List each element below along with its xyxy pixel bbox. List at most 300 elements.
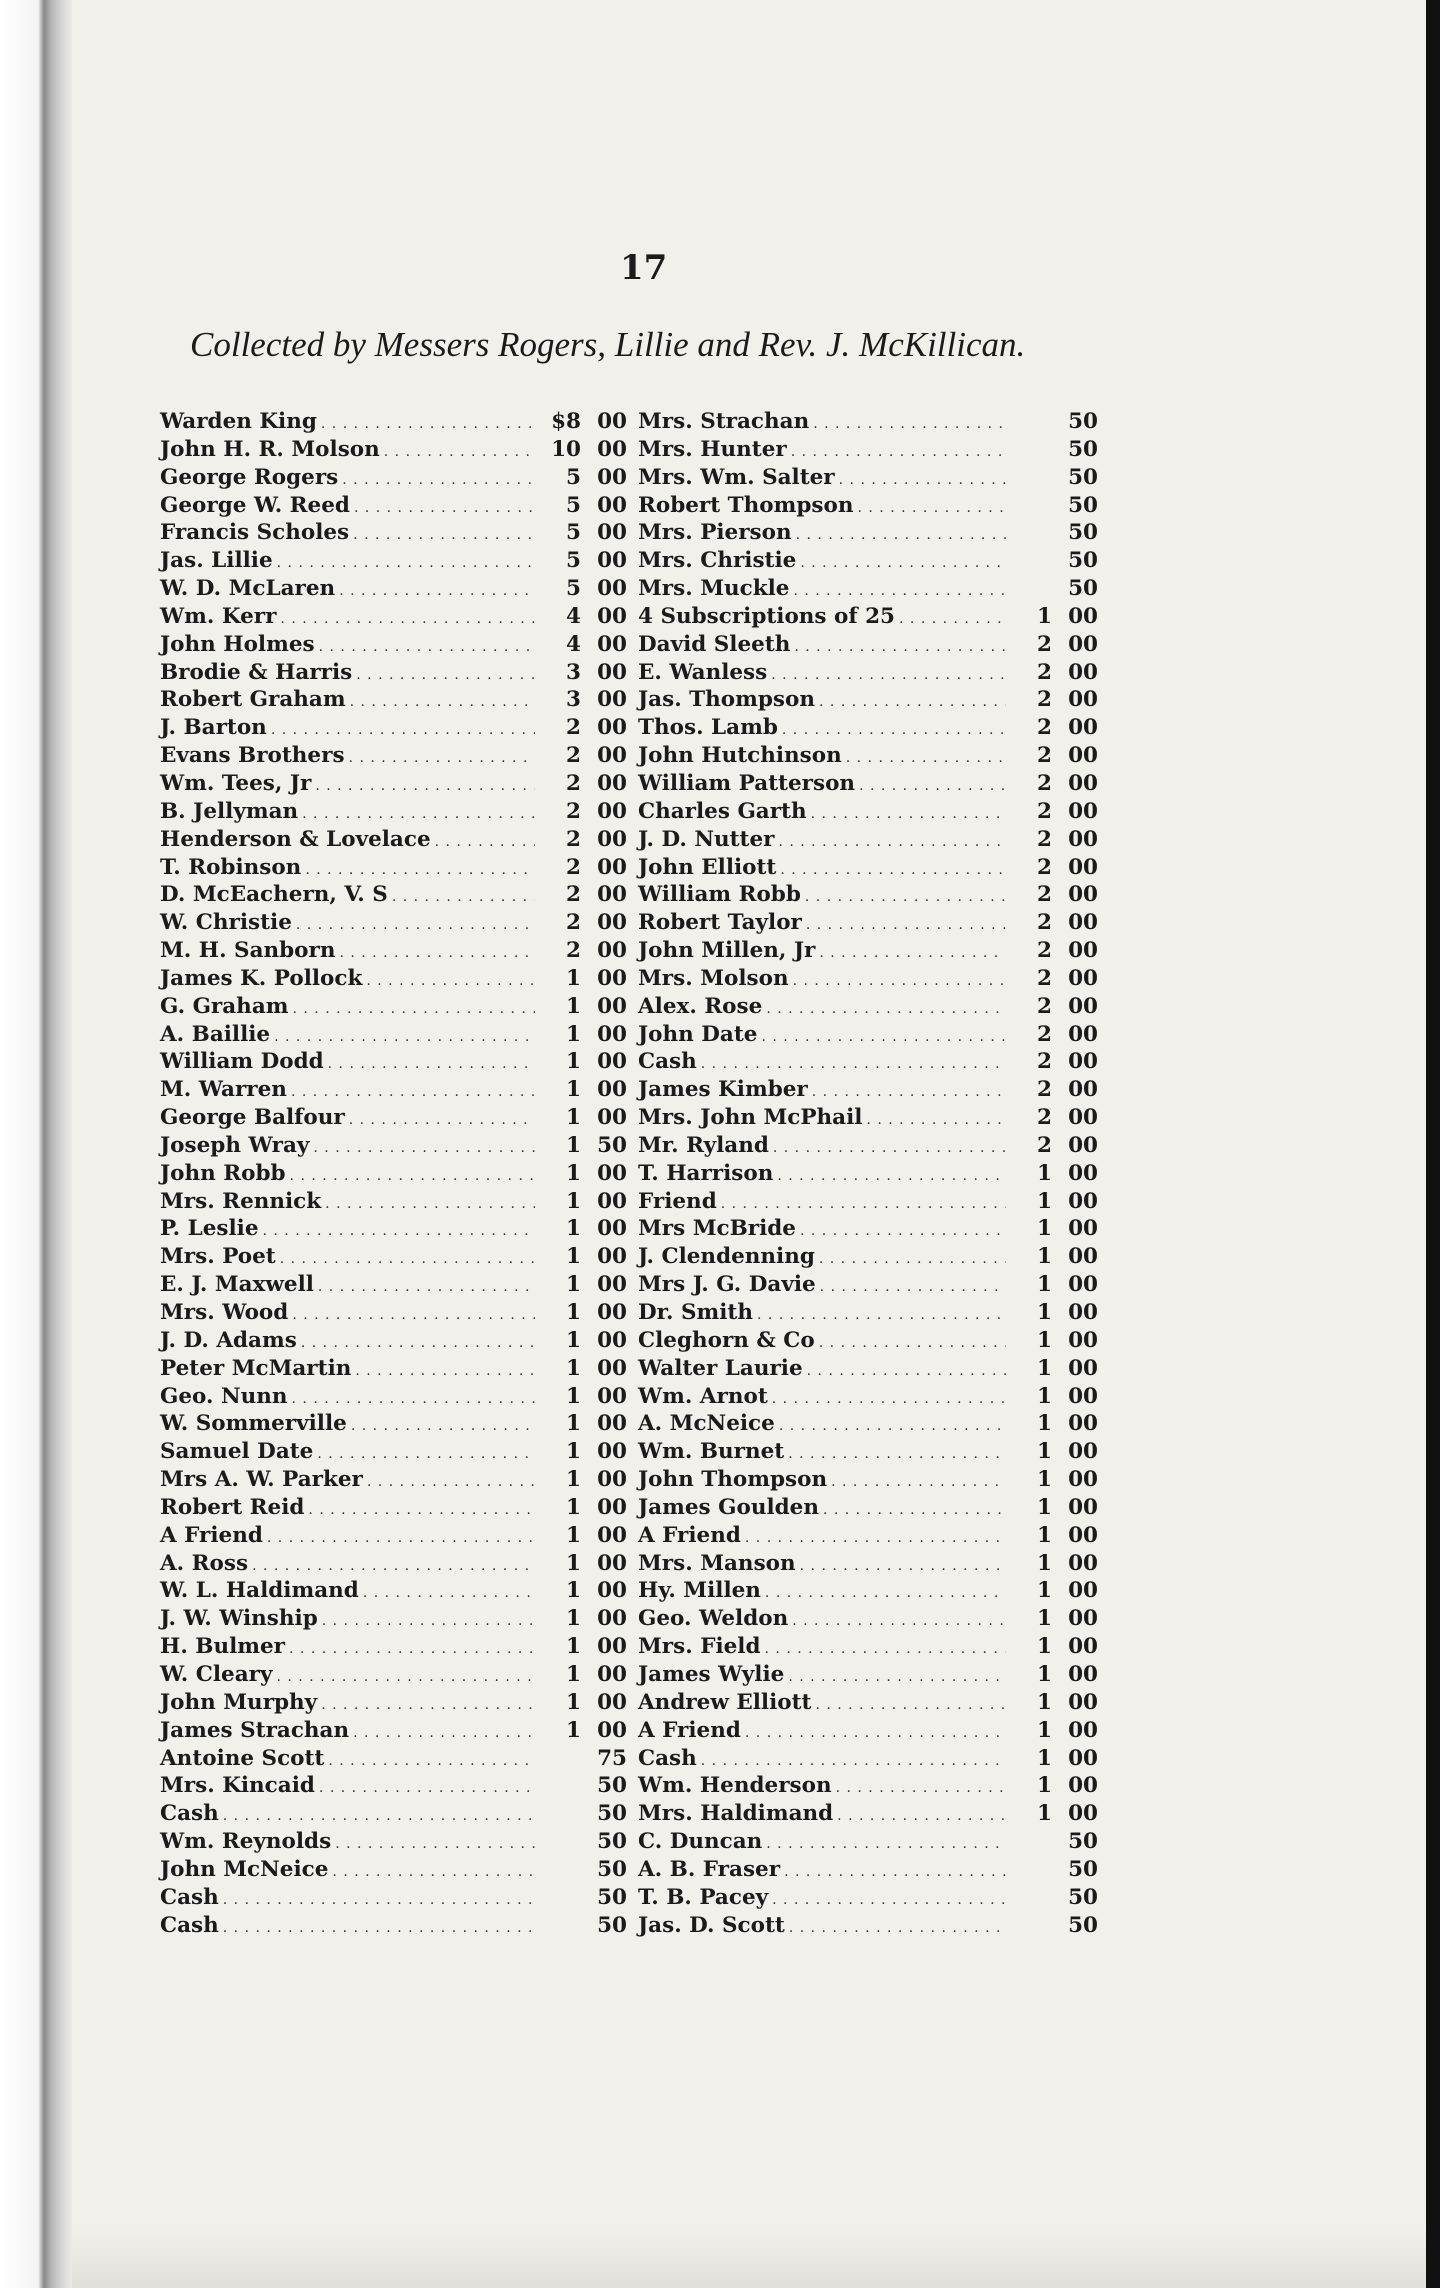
dot-leader xyxy=(789,1915,1006,1943)
subscriber-name: William Dodd xyxy=(160,1049,324,1075)
subscriber-name: Cash xyxy=(638,1049,697,1075)
amount-dollars: 2 xyxy=(1037,1049,1052,1075)
subscription-row xyxy=(160,1772,627,1800)
amount-cents: 00 xyxy=(597,1383,627,1409)
dot-leader xyxy=(813,411,1006,439)
amount-cents: 00 xyxy=(1068,1021,1098,1047)
subscriber-name: W. D. McLaren xyxy=(160,576,336,602)
subscription-row xyxy=(160,1160,627,1188)
subscription-row xyxy=(160,1438,627,1466)
dot-leader xyxy=(793,968,1006,996)
subscription-row xyxy=(160,1383,627,1411)
amount-cents: 00 xyxy=(597,1661,627,1687)
dot-leader xyxy=(812,1079,1006,1107)
subscription-row xyxy=(160,1076,627,1104)
amount-dollars: 1 xyxy=(566,1188,581,1214)
amount-cents: 00 xyxy=(597,1188,627,1214)
amount-cents: 00 xyxy=(597,1355,627,1381)
subscription-row xyxy=(160,519,627,547)
amount-dollars: 2 xyxy=(566,798,581,824)
amount-cents: 50 xyxy=(1068,1829,1098,1855)
amount-dollars: 2 xyxy=(1037,687,1052,713)
dot-leader xyxy=(773,1135,1006,1163)
dot-leader xyxy=(356,662,535,690)
subscription-row xyxy=(160,1243,627,1271)
amount-cents: 50 xyxy=(597,1884,627,1910)
amount-dollars: 1 xyxy=(1037,1188,1052,1214)
amount-cents: 00 xyxy=(597,631,627,657)
dot-leader xyxy=(252,1553,535,1581)
subscription-row xyxy=(638,1104,1098,1132)
subscription-row xyxy=(638,1076,1098,1104)
subscriber-column-left xyxy=(160,408,627,1939)
subscriber-name: Robert Taylor xyxy=(638,910,802,936)
amount-cents: 00 xyxy=(1068,1160,1098,1186)
subscriber-name: John McNeice xyxy=(160,1856,329,1882)
amount-cents: 00 xyxy=(597,882,627,908)
subscriber-name: Walter Laurie xyxy=(638,1355,803,1381)
dot-leader xyxy=(328,1051,535,1079)
subscriber-name: Mrs J. G. Davie xyxy=(638,1272,816,1298)
subscriber-name: Wm. Kerr xyxy=(160,603,277,629)
amount-cents: 50 xyxy=(1068,1912,1098,1938)
amount-cents: 00 xyxy=(597,1049,627,1075)
subscription-row xyxy=(638,1550,1098,1578)
subscriber-name: Mrs. Haldimand xyxy=(638,1801,834,1827)
amount-cents: 00 xyxy=(597,659,627,685)
dot-leader xyxy=(313,1135,535,1163)
subscriber-name: James Wylie xyxy=(638,1661,785,1687)
dot-leader xyxy=(745,1525,1006,1553)
amount-cents: 50 xyxy=(1068,1856,1098,1882)
amount-cents: 00 xyxy=(597,1244,627,1270)
subscriber-name: A. B. Fraser xyxy=(638,1856,781,1882)
amount-dollars: 3 xyxy=(566,687,581,713)
dot-leader xyxy=(772,1386,1006,1414)
subscriber-name: Cash xyxy=(638,1745,697,1771)
subscription-row xyxy=(160,686,627,714)
dot-leader xyxy=(291,1079,535,1107)
dot-leader xyxy=(319,1775,535,1803)
dot-leader xyxy=(701,1051,1006,1079)
subscription-row xyxy=(160,854,627,882)
subscription-row xyxy=(638,1912,1098,1940)
subscription-row xyxy=(160,1912,627,1940)
amount-dollars: 2 xyxy=(1037,854,1052,880)
amount-dollars: 5 xyxy=(566,464,581,490)
subscriber-name: James K. Pollock xyxy=(160,965,363,991)
amount-cents: 00 xyxy=(1068,854,1098,880)
amount-dollars: 2 xyxy=(1037,798,1052,824)
subscriber-name: George Rogers xyxy=(160,464,339,490)
amount-dollars: 1 xyxy=(566,1467,581,1493)
subscriber-name: Mrs A. W. Parker xyxy=(160,1467,363,1493)
amount-cents: 75 xyxy=(597,1745,627,1771)
amount-cents: 00 xyxy=(597,1634,627,1660)
subscriber-name: E. Wanless xyxy=(638,659,768,685)
subscription-row xyxy=(638,631,1098,659)
amount-cents: 00 xyxy=(597,687,627,713)
subscriber-name: T. Robinson xyxy=(160,854,302,880)
subscription-row xyxy=(638,575,1098,603)
subscriber-name: Joseph Wray xyxy=(160,1132,310,1158)
amount-dollars: 1 xyxy=(1037,1801,1052,1827)
subscriber-name: Robert Graham xyxy=(160,687,346,713)
amount-cents: 00 xyxy=(1068,826,1098,852)
dot-leader xyxy=(339,940,535,968)
subscriber-name: Wm. Arnot xyxy=(638,1383,768,1409)
amount-dollars: 2 xyxy=(1037,993,1052,1019)
amount-cents: 00 xyxy=(1068,603,1098,629)
subscriber-name: John Hutchinson xyxy=(638,743,842,769)
amount-dollars: 5 xyxy=(566,548,581,574)
subscriber-name: William Patterson xyxy=(638,770,856,796)
amount-cents: 00 xyxy=(597,1216,627,1242)
subscriber-name: A. McNeice xyxy=(638,1411,775,1437)
dot-leader xyxy=(223,1803,535,1831)
subscription-row xyxy=(160,1550,627,1578)
amount-cents: 00 xyxy=(1068,743,1098,769)
amount-dollars: 1 xyxy=(1037,1327,1052,1353)
subscriber-name: Cash xyxy=(160,1884,219,1910)
subscription-row xyxy=(160,1689,627,1717)
subscriber-name: A Friend xyxy=(638,1717,741,1743)
subscriber-name: Jas. Thompson xyxy=(638,687,816,713)
amount-cents: 00 xyxy=(597,965,627,991)
dot-leader xyxy=(339,578,535,606)
amount-cents: 00 xyxy=(597,1077,627,1103)
amount-dollars: 1 xyxy=(1037,603,1052,629)
subscriber-name: Cleghorn & Co xyxy=(638,1327,815,1353)
amount-dollars: 2 xyxy=(566,715,581,741)
subscriber-name: Mrs McBride xyxy=(638,1216,796,1242)
subscriber-name: Wm. Henderson xyxy=(638,1773,832,1799)
subscription-row xyxy=(160,659,627,687)
amount-cents: 00 xyxy=(1068,1049,1098,1075)
subscriber-name: E. J. Maxwell xyxy=(160,1272,314,1298)
subscription-row xyxy=(160,603,627,631)
amount-dollars: 1 xyxy=(1037,1272,1052,1298)
dot-leader xyxy=(899,606,1006,634)
subscription-row xyxy=(638,436,1098,464)
subscriber-name: John Date xyxy=(638,1021,758,1047)
subscription-row xyxy=(638,1856,1098,1884)
amount-cents: 00 xyxy=(597,409,627,434)
subscription-row xyxy=(638,1271,1098,1299)
subscription-row xyxy=(638,1355,1098,1383)
dot-leader xyxy=(335,1831,535,1859)
amount-dollars: 1 xyxy=(566,1300,581,1325)
subscriber-name: A. Baillie xyxy=(160,1021,271,1047)
dot-leader xyxy=(721,1191,1006,1219)
subscriber-name: Mrs. Wm. Salter xyxy=(638,464,835,490)
amount-cents: 00 xyxy=(1068,770,1098,796)
subscription-row xyxy=(638,1021,1098,1049)
amount-cents: 00 xyxy=(1068,1745,1098,1771)
subscription-row xyxy=(638,937,1098,965)
subscription-row xyxy=(638,965,1098,993)
amount-dollars: 1 xyxy=(566,1661,581,1687)
amount-cents: 50 xyxy=(1068,548,1098,574)
subscription-row xyxy=(160,881,627,909)
amount-dollars: 1 xyxy=(566,1439,581,1465)
amount-cents: 00 xyxy=(1068,687,1098,713)
subscription-row xyxy=(160,1215,627,1243)
dot-leader xyxy=(280,606,535,634)
section-heading: Collected by Messers Rogers, Lillie and Rev. J. McKillican. xyxy=(190,325,1026,364)
subscriber-name: David Sleeth xyxy=(638,631,791,657)
amount-cents: 00 xyxy=(1068,910,1098,936)
amount-cents: 00 xyxy=(1068,1132,1098,1158)
amount-dollars: 1 xyxy=(1037,1383,1052,1409)
subscriber-name: Mrs. Field xyxy=(638,1634,761,1660)
subscriber-name: George Balfour xyxy=(160,1105,345,1131)
dot-leader xyxy=(771,662,1006,690)
amount-cents: 00 xyxy=(1068,1355,1098,1381)
subscriber-name: James Strachan xyxy=(160,1717,350,1743)
subscription-row xyxy=(160,1661,627,1689)
amount-dollars: 2 xyxy=(1037,910,1052,936)
dot-leader xyxy=(296,912,535,940)
dot-leader xyxy=(328,1748,535,1776)
subscriber-name: 4 Subscriptions of 25 xyxy=(638,603,896,629)
subscription-row xyxy=(160,1522,627,1550)
dot-leader xyxy=(780,857,1006,885)
subscription-row xyxy=(160,547,627,575)
amount-dollars: 2 xyxy=(1037,965,1052,991)
subscription-row xyxy=(638,714,1098,742)
amount-cents: 00 xyxy=(597,715,627,741)
amount-dollars: 1 xyxy=(566,1049,581,1075)
amount-cents: 00 xyxy=(1068,1578,1098,1604)
amount-cents: 00 xyxy=(1068,1105,1098,1131)
subscriber-name: Wm. Tees, Jr xyxy=(160,770,312,796)
amount-cents: 00 xyxy=(597,1300,627,1325)
subscriber-name: Antoine Scott xyxy=(160,1745,325,1771)
subscriber-name: Samuel Date xyxy=(160,1439,314,1465)
subscription-row xyxy=(638,1048,1098,1076)
dot-leader xyxy=(761,1024,1006,1052)
subscription-row xyxy=(638,1772,1098,1800)
amount-cents: 00 xyxy=(1068,1300,1098,1325)
amount-cents: 00 xyxy=(1068,993,1098,1019)
amount-dollars: 1 xyxy=(566,1411,581,1437)
dot-leader xyxy=(831,1469,1006,1497)
amount-cents: 50 xyxy=(1068,1884,1098,1910)
amount-dollars: 5 xyxy=(566,520,581,546)
dot-leader xyxy=(819,1330,1006,1358)
dot-leader xyxy=(263,1218,536,1246)
amount-dollars: $8 xyxy=(551,409,581,434)
subscription-row xyxy=(160,408,627,436)
dot-leader xyxy=(319,634,535,662)
amount-cents: 00 xyxy=(1068,938,1098,964)
subscriber-name: John Holmes xyxy=(160,631,315,657)
amount-dollars: 1 xyxy=(1037,1550,1052,1576)
amount-cents: 00 xyxy=(1068,1689,1098,1715)
subscription-row xyxy=(638,798,1098,826)
amount-dollars: 2 xyxy=(566,854,581,880)
dot-leader xyxy=(366,968,535,996)
subscriber-name: Robert Thompson xyxy=(638,492,854,518)
dot-leader xyxy=(322,1608,535,1636)
subscription-row xyxy=(638,1522,1098,1550)
amount-cents: 50 xyxy=(597,1856,627,1882)
subscriber-name: Warden King xyxy=(160,409,317,434)
dot-leader xyxy=(223,1887,535,1915)
subscription-row xyxy=(160,1355,627,1383)
subscription-row xyxy=(160,631,627,659)
subscriber-name: Cash xyxy=(160,1912,219,1938)
amount-cents: 00 xyxy=(1068,1383,1098,1409)
amount-cents: 50 xyxy=(597,1773,627,1799)
subscriber-name: Charles Garth xyxy=(638,798,807,824)
subscription-row xyxy=(638,464,1098,492)
amount-dollars: 1 xyxy=(1037,1773,1052,1799)
subscriber-name: A. Ross xyxy=(160,1550,249,1576)
subscriber-name: Alex. Rose xyxy=(638,993,763,1019)
dot-leader xyxy=(839,467,1006,495)
subscriber-name: J. D. Adams xyxy=(160,1327,297,1353)
dot-leader xyxy=(384,439,535,467)
subscriber-name: Andrew Elliott xyxy=(638,1689,812,1715)
amount-cents: 00 xyxy=(1068,659,1098,685)
subscription-row xyxy=(638,519,1098,547)
subscription-row xyxy=(160,436,627,464)
dot-leader xyxy=(819,689,1006,717)
amount-cents: 00 xyxy=(597,910,627,936)
amount-cents: 00 xyxy=(597,1105,627,1131)
subscriber-name: P. Leslie xyxy=(160,1216,259,1242)
subscription-row xyxy=(160,965,627,993)
subscription-row xyxy=(160,1605,627,1633)
subscription-row xyxy=(160,1271,627,1299)
subscription-row xyxy=(638,1383,1098,1411)
subscription-row xyxy=(638,1215,1098,1243)
amount-cents: 50 xyxy=(1068,520,1098,546)
amount-dollars: 1 xyxy=(566,1244,581,1270)
amount-dollars: 1 xyxy=(566,1077,581,1103)
amount-cents: 00 xyxy=(597,743,627,769)
subscriber-name: Mr. Ryland xyxy=(638,1132,769,1158)
amount-cents: 00 xyxy=(597,1494,627,1520)
amount-dollars: 2 xyxy=(1037,743,1052,769)
amount-dollars: 2 xyxy=(566,826,581,852)
amount-dollars: 1 xyxy=(566,1522,581,1548)
dot-leader xyxy=(815,1692,1006,1720)
subscription-row xyxy=(638,1717,1098,1745)
subscriber-name: Wm. Burnet xyxy=(638,1439,785,1465)
subscriber-name: Mrs. Manson xyxy=(638,1550,796,1576)
amount-cents: 00 xyxy=(597,1522,627,1548)
amount-dollars: 2 xyxy=(1037,715,1052,741)
subscriber-name: Jas. D. Scott xyxy=(638,1912,785,1938)
subscriber-name: Henderson & Lovelace xyxy=(160,826,431,852)
book-spine-shadow xyxy=(0,0,72,2288)
amount-cents: 00 xyxy=(597,826,627,852)
subscription-row xyxy=(638,881,1098,909)
scan-edge xyxy=(1426,0,1440,2288)
amount-cents: 00 xyxy=(597,603,627,629)
amount-cents: 00 xyxy=(597,1717,627,1743)
subscriber-name: Mrs. Molson xyxy=(638,965,789,991)
subscription-row xyxy=(160,1104,627,1132)
subscription-row xyxy=(160,1021,627,1049)
amount-cents: 00 xyxy=(1068,1439,1098,1465)
subscriber-name: Geo. Weldon xyxy=(638,1606,789,1632)
dot-leader xyxy=(819,940,1006,968)
subscription-row xyxy=(160,492,627,520)
dot-leader xyxy=(302,801,535,829)
amount-dollars: 2 xyxy=(1037,1077,1052,1103)
subscription-row xyxy=(638,993,1098,1021)
amount-cents: 00 xyxy=(1068,1773,1098,1799)
amount-cents: 00 xyxy=(1068,1717,1098,1743)
dot-leader xyxy=(318,1274,535,1302)
amount-cents: 00 xyxy=(1068,1216,1098,1242)
dot-leader xyxy=(807,1358,1006,1386)
page-number: 17 xyxy=(620,248,668,288)
subscription-row xyxy=(160,1410,627,1438)
amount-cents: 00 xyxy=(597,938,627,964)
dot-leader xyxy=(800,1553,1006,1581)
dot-leader xyxy=(289,1636,535,1664)
dot-leader xyxy=(858,495,1007,523)
subscription-row xyxy=(638,826,1098,854)
amount-cents: 50 xyxy=(1068,492,1098,518)
subscription-row xyxy=(638,1884,1098,1912)
dot-leader xyxy=(367,1469,535,1497)
dot-leader xyxy=(779,1413,1006,1441)
subscription-row xyxy=(160,1299,627,1327)
dot-leader xyxy=(800,1218,1006,1246)
page-bottom-shade xyxy=(72,2228,1426,2288)
dot-leader xyxy=(836,1775,1006,1803)
amount-cents: 00 xyxy=(1068,1327,1098,1353)
amount-dollars: 2 xyxy=(566,910,581,936)
subscriber-column-right xyxy=(638,408,1098,1939)
subscription-row xyxy=(160,798,627,826)
subscriber-name: John H. R. Molson xyxy=(160,436,380,462)
amount-cents: 00 xyxy=(597,993,627,1019)
amount-cents: 50 xyxy=(597,1912,627,1938)
amount-dollars: 1 xyxy=(566,1634,581,1660)
subscription-row xyxy=(160,1132,627,1160)
dot-leader xyxy=(701,1748,1006,1776)
subscription-row xyxy=(160,575,627,603)
dot-leader xyxy=(353,1720,535,1748)
amount-dollars: 1 xyxy=(566,1327,581,1353)
amount-cents: 00 xyxy=(597,1160,627,1186)
dot-leader xyxy=(290,1163,535,1191)
subscriber-name: M. H. Sanborn xyxy=(160,938,336,964)
dot-leader xyxy=(796,522,1006,550)
amount-dollars: 1 xyxy=(1037,1467,1052,1493)
dot-leader xyxy=(292,1386,535,1414)
dot-leader xyxy=(782,717,1006,745)
subscription-row xyxy=(160,1577,627,1605)
amount-dollars: 1 xyxy=(566,1355,581,1381)
subscription-row xyxy=(160,1494,627,1522)
subscriber-name: D. McEachern, V. S xyxy=(160,882,388,908)
amount-cents: 00 xyxy=(1068,1550,1098,1576)
subscriber-name: H. Bulmer xyxy=(160,1634,286,1660)
subscriber-name: J. Clendenning xyxy=(638,1244,815,1270)
subscriber-name: W. Sommerville xyxy=(160,1411,347,1437)
subscriber-name: J. W. Winship xyxy=(160,1606,318,1632)
amount-dollars: 2 xyxy=(1037,770,1052,796)
amount-dollars: 1 xyxy=(1037,1578,1052,1604)
